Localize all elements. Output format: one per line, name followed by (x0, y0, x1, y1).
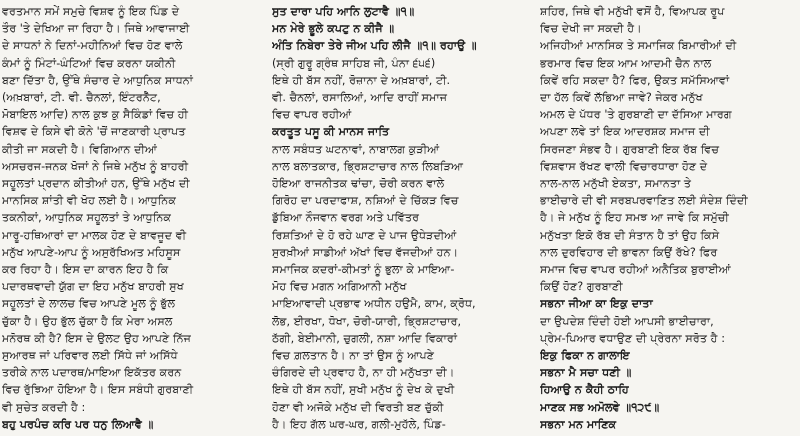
article-column-1 (2, 3, 264, 434)
article-text-line: ਸਭਨਾ ਮਨ ਮਾਣਿਕ (540, 417, 617, 431)
article-text-line: ਨਾਲ ਦੁਰਵਿਹਾਰ ਦੀ ਭਾਵਨਾ ਕਿਉਂ ਰੱਖੇ? ਫਿਰ (540, 245, 718, 259)
article-text-line: ਸਭਨਾ ਜੀਆ ਕਾ ਇਕੁ ਦਾਤਾ (540, 297, 653, 311)
article-text-line: ਇਕੁ ਫਿਕਾ ਨ ਗਾਲਾਇ (540, 349, 630, 363)
article-text-line: ਸਹੂਲਤਾਂ ਪ੍ਰਦਾਨ ਕੀਤੀਆਂ ਹਨ, ਉੱਥੇ ਮਨੁੱਖ ਦੀ (2, 177, 190, 191)
article-text-line: ਦਾ ਉਪਦੇਸ਼ ਦਿੰਦੀ ਹੋਈ ਆਪਸੀ ਭਾਈਚਾਰਾ, (540, 314, 714, 328)
article-column-2 (264, 3, 532, 434)
article-text-line: ਹੈ। ਇਹ ਗੱਲ ਘਰ-ਘਰ, ਗਲੀ-ਮੁਹੱਲੇ, ਪਿੰਡ- (272, 417, 446, 431)
article-text-line: ਬਣਾ ਦਿੱਤਾ ਹੈ, ਉੱਥੇ ਸੰਚਾਰ ਦੇ ਆਧੁਨਿਕ ਸਾਧਨਾਂ (2, 73, 193, 87)
article-text-line: ਮਾਇਆਵਾਦੀ ਪ੍ਰਭਾਵ ਅਧੀਨ ਹਉਮੈ, ਕਾਮ, ਕ੍ਰੋਧ, (272, 297, 476, 311)
article-text-line: ਨਾਲ ਸਬੰਧਤ ਘਟਨਾਵਾਂ, ਨਾਬਾਲਗ ਕੁੜੀਆਂ (272, 142, 440, 156)
article-text-line: ਦਾ ਹੱਲ ਕਿਵੇਂ ਲੱਭਿਆ ਜਾਵੇ? ਜੇਕਰ ਮਨੁੱਖ (540, 91, 703, 105)
article-text-line: ਕੰਮਾਂ ਨੂੰ ਮਿੰਟਾਂ-ਘੰਟਿਆਂ ਵਿਚ ਕਰਨਾ ਯਕੀਨੀ (2, 56, 176, 70)
article-text-line: ਬਹੁ ਪਰਪੰਚ ਕਰਿ ਪਰ ਧਨੁ ਲਿਆਵੈ ॥ (2, 417, 154, 431)
article-text-line: ਹੋਣਾ ਵੀ ਅਜੋਕੇ ਮਨੁੱਖ ਦੀ ਵਿਰਤੀ ਬਣ ਚੁੱਕੀ (272, 400, 444, 414)
article-text-line: ਕਰ ਰਿਹਾ ਹੈ। ਇਸ ਦਾ ਕਾਰਨ ਇਹ ਹੈ ਕਿ (2, 263, 169, 277)
article-text-line: ਸਭਨਾ ਮੈ ਸਚਾ ਧਣੀ ॥ (540, 366, 632, 380)
article-text-line: ਭਾਈਚਾਰੇ ਦੀ ਵੀ ਸਰਬਪਰਵਾਣਿਤ ਲਈ ਸੰਦੇਸ਼ ਦਿੰਦੀ (540, 194, 748, 208)
article-text-line: ਅਪਣਾ ਲਵੇ ਤਾਂ ਇਕ ਆਦਰਸ਼ਕ ਸਮਾਜ ਦੀ (540, 125, 710, 139)
article-text-line: ਸਮਾਜਿਕ ਕਦਰਾਂ-ਕੀਮਤਾਂ ਨੂੰ ਭੁਲਾ ਕੇ ਮਾਇਆ- (272, 263, 455, 277)
article-text-line: ਵੀ. ਚੈਨਲਾਂ, ਰਸਾਲਿਆਂ, ਆਦਿ ਰਾਹੀਂ ਸਮਾਜ (272, 91, 448, 105)
article-text-line: ਇਥੇ ਹੀ ਬੱਸ ਨਹੀਂ, ਸੁਖੀ ਮਨੁੱਖ ਨੂੰ ਦੇਖ ਕੇ ਦੁਖੀ (272, 383, 455, 397)
article-text-line: ਸੁਆਰਥ ਜਾਂ ਪਰਿਵਾਰ ਲਈ ਸਿੱਧੇ ਜਾਂ ਅਸਿੱਧੇ (2, 349, 178, 363)
article-text-line: ਪਦਾਰਥਵਾਦੀ ਯੁੱਗ ਦਾ ਇਹ ਮਨੁੱਖ ਬਾਹਰੀ ਸੁਖ (2, 280, 184, 294)
article-text-line: ਇਥੇ ਹੀ ਬੱਸ ਨਹੀਂ, ਰੋਜ਼ਾਨਾ ਦੇ ਅਖ਼ਬਾਰਾਂ, ਟੀ. (272, 73, 451, 87)
article-text-line: ਭਰਮਾਰ ਵਿਚ ਇਕ ਆਮ ਆਦਮੀ ਚੈਨ ਨਾਲ (540, 56, 712, 70)
article-text-line: ਮਨ ਮੇਰੇ ਭੂਲੇ ਕਪਟੁ ਨ ਕੀਜੈ ॥ (272, 22, 395, 36)
article-text-line: ਦੇ ਸਾਧਨਾਂ ਨੇ ਦਿਨਾਂ-ਮਹੀਨਿਆਂ ਵਿਚ ਹੋਣ ਵਾਲੇ (2, 39, 183, 53)
article-text-line: ਵਿਚ ਗ਼ਲਤਾਨ ਹੈ। ਨਾ ਤਾਂ ਉਸ ਨੂੰ ਆਪਣੇ (272, 349, 435, 363)
article-text-line: ਮਾਨਸਿਕ ਸ਼ਾਂਤੀ ਵੀ ਖੋਹ ਲਈ ਹੈ। ਆਧੁਨਿਕ (2, 194, 176, 208)
article-text-line: ਸ਼ਹਿਰ, ਜਿਥੇ ਵੀ ਮਨੁੱਖੀ ਵਸੋਂ ਹੈ, ਵਿਆਪਕ ਰੂਪ (540, 5, 725, 18)
article-text-line: ਕਰਤੂਤ ਪਸੂ ਕੀ ਮਾਨਸ ਜਾਤਿ (272, 125, 390, 139)
article-text-line: ਮਾਰੂ-ਹਥਿਆਰਾਂ ਦਾ ਮਾਲਕ ਹੋਣ ਦੇ ਬਾਵਜੂਦ ਵੀ (2, 228, 187, 242)
article-text-line: ਮਾਣਕ ਸਭ ਅਮੋਲਵੇ ॥੧੨੯॥ (540, 400, 660, 414)
article-text-line: ਵਰਤਮਾਨ ਸਮੇਂ ਸਮੁਚੇ ਵਿਸ਼ਵ ਨੂੰ ਇਕ ਪਿੰਡ ਦੇ (2, 5, 180, 18)
article-text-line: ਵਿਸ਼ਵ ਦੇ ਕਿਸੇ ਵੀ ਕੋਨੇ 'ਚੋਂ ਜਾਣਕਾਰੀ ਪ੍ਰਾਪਤ (2, 125, 186, 139)
article-text-line: ਵੀ ਸੁਚੇਤ ਕਰਦੀ ਹੈ : (2, 400, 86, 414)
article-text-line: ਸਿਰਜਣਾ ਸੰਭਵ ਹੈ। ਗੁਰਬਾਣੀ ਇਕ ਰੱਬ ਵਿਚ (540, 142, 720, 156)
article-text-line: ਤਕਨੀਕਾਂ, ਆਧੁਨਿਕ ਸਹੂਲਤਾਂ ਤੇ ਆਧੁਨਿਕ (2, 211, 172, 225)
article-text-line: ਸੁਰਖ਼ੀਆਂ ਸਾਡੀਆਂ ਅੱਖਾਂ ਵਿਚ ਵੱਜਦੀਆਂ ਹਨ। (272, 245, 459, 259)
article-text-line: ਅਸਚਰਜ-ਜਨਕ ਖੋਜਾਂ ਨੇ ਜਿਥੇ ਮਨੁੱਖ ਨੂੰ ਬਾਹਰੀ (2, 159, 189, 173)
article-text-line: ਕੀਤੀ ਜਾ ਸਕਦੀ ਹੈ। ਵਿਗਿਆਨ ਦੀਆਂ (2, 142, 158, 156)
article-text-line: ਮਨੁੱਖ ਆਪਣੇ-ਆਪ ਨੂੰ ਅਸੁਰੱਖਿਅਤ ਮਹਿਸੂਸ (2, 245, 181, 259)
article-text-line: ਤੌਰ 'ਤੇ ਦੇਖਿਆ ਜਾ ਰਿਹਾ ਹੈ। ਜਿਥੇ ਆਵਾਜਾਈ (2, 22, 190, 36)
article-text-line: ਹਿਆਉ ਨ ਕੈਹੀ ਠਾਹਿ (540, 383, 629, 397)
article-text-line: ਨਾਲ-ਨਾਲ ਮਨੁੱਖੀ ਏਕਤਾ, ਸਮਾਨਤਾ ਤੇ (540, 177, 692, 191)
article-text-line: ਅੰਤਿ ਨਿਬੇਰਾ ਤੇਰੇ ਜੀਅ ਪਹਿ ਲੀਜੈ ॥੧॥ ਰਹਾਉ ॥ (272, 39, 477, 53)
article-text-line: ਅਮਲ ਦੇ ਪੱਧਰ 'ਤੇ ਗੁਰਬਾਣੀ ਦਾ ਦੱਸਿਆ ਮਾਰਗ (540, 108, 732, 122)
article-text-line: ਮਨੁੱਖਤਾ ਇਕੋ ਰੱਬ ਦੀ ਸੰਤਾਨ ਹੈ ਤਾਂ ਉਹ ਕਿਸੇ (540, 228, 720, 242)
article-text-line: ਲੋਭ, ਈਰਖਾ, ਧੋਖਾ, ਚੋਰੀ-ਯਾਰੀ, ਭ੍ਰਿਸ਼ਟਾਚਾਰ, (272, 314, 462, 328)
article-text-line: ਠੱਗੀ, ਬੇਈਮਾਨੀ, ਚੁਗਲੀ, ਨਸ਼ਾ ਆਦਿ ਵਿਕਾਰਾਂ (272, 331, 458, 345)
article-text-line: ਸੁਤ ਦਾਰਾ ਪਹਿ ਆਨਿ ਲੁਟਾਵੈ ॥੧॥ (272, 5, 415, 18)
article-text-line: ਚੰਗਿਰਦੇ ਦੀ ਪ੍ਰਵਾਹ ਹੈ, ਨਾ ਹੀ ਮਨੁੱਖਤਾ ਦੀ। (272, 366, 455, 380)
article-text-line: ਸਮਾਜ ਵਿਚ ਵਾਪਰ ਰਹੀਆਂ ਅਨੈਤਿਕ ਬੁਰਾਈਆਂ (540, 263, 731, 277)
article-text-line: ਡੁੱਬਿਆ ਨੌਜਵਾਨ ਵਰਗ ਅਤੇ ਪਵਿੱਤਰ (272, 211, 420, 225)
article-text-line: ਸਹੂਲਤਾਂ ਦੇ ਲਾਲਚ ਵਿਚ ਆਪਣੇ ਮੂਲ ਨੂੰ ਭੁੱਲ (2, 297, 176, 311)
article-text-line: (ਅਖ਼ਬਾਰਾਂ, ਟੀ. ਵੀ. ਚੈਨਲਾਂ, ਇੰਟਰਨੈੱਟ, (2, 91, 161, 105)
article-text-line: ਹੈ। ਜੇ ਮਨੁੱਖ ਨੂੰ ਇਹ ਸਮਝ ਆ ਜਾਵੇ ਕਿ ਸਮੁੱਚੀ (540, 211, 729, 225)
article-text-line: ਤਰੀਕੇ ਨਾਲ ਪਦਾਰਥ/ਮਾਇਆ ਇਕੱਤਰ ਕਰਨ (2, 366, 182, 380)
article-text-line: ਗਿਰੋਹ ਦਾ ਪਰਦਾਫਾਸ਼, ਨਸ਼ਿਆਂ ਦੇ ਚਿੱਕੜ ਵਿਚ (272, 194, 459, 208)
article-text-line: ਕਿਉਂ ਹੋਣ? ਗੁਰਬਾਣੀ (540, 280, 623, 294)
article-text-line: ਚੁੱਕਾ ਹੈ। ਉਹ ਭੁੱਲ ਚੁੱਕਾ ਹੈ ਕਿ ਮੇਰਾ ਅਸਲ (2, 314, 173, 328)
article-text-line: ਕਿਵੇਂ ਰਹਿ ਸਕਦਾ ਹੈ? ਫਿਰ, ਉਕਤ ਸਮੱਸਿਆਵਾਂ (540, 73, 730, 87)
article-text-line: ਵਿਚ ਵਾਪਰ ਰਹੀਆਂ (272, 108, 352, 122)
article-text-line: ਮੋਹ ਵਿਚ ਮਗਨ ਅਗਿਆਨੀ ਮਨੁੱਖ (272, 280, 407, 294)
article-text-line: ਵਿਚ ਦੇਖੀ ਜਾ ਸਕਦੀ ਹੈ। (540, 22, 642, 36)
article-text-line: ਅਜਿਹੀਆਂ ਮਾਨਸਿਕ ਤੇ ਸਮਾਜਿਕ ਬਿਮਾਰੀਆਂ ਦੀ (540, 39, 737, 53)
article-text-line: ਰਿਸ਼ਤਿਆਂ ਦੇ ਹੋ ਰਹੇ ਘਾਣ ਦੇ ਪਾਜ ਉਧੇੜਦੀਆਂ (272, 228, 457, 242)
article-text-line: (ਸ੍ਰੀ ਗੁਰੂ ਗ੍ਰੰਥ ਸਾਹਿਬ ਜੀ, ਪੰਨਾ ੬੫੬) (272, 56, 436, 70)
article-text-line: ਮਨੋਰਥ ਕੀ ਹੈ? ਇਸ ਦੇ ਉਲਟ ਉਹ ਆਪਣੇ ਨਿੱਜ (2, 331, 191, 345)
article-text-line: ਪ੍ਰੇਮ-ਪਿਆਰ ਵਧਾਉਣ ਦੀ ਪ੍ਰੇਰਨਾ ਸਰੋਤ ਹੈ : (540, 331, 726, 345)
article-text-line: ਹੋਇਆ ਰਾਜਨੀਤਕ ਢਾਂਚਾ, ਚੋਰੀ ਕਰਨ ਵਾਲੇ (272, 177, 445, 191)
article-text-line: ਵਿਚ ਰੁੱਝਿਆ ਹੋਇਆ ਹੈ। ਇਸ ਸਬੰਧੀ ਗੁਰਬਾਣੀ (2, 383, 194, 397)
article-text-line: ਵਿਸ਼ਵਾਸ ਰੱਖਣ ਵਾਲੀ ਵਿਚਾਰਧਾਰਾ ਹੋਣ ਦੇ (540, 159, 708, 173)
article-column-3 (532, 3, 794, 434)
article-text-line: ਨਾਲ ਬਲਾਤਕਾਰ, ਭ੍ਰਿਸ਼ਟਾਚਾਰ ਨਾਲ ਲਿਬੜਿਆ (272, 159, 464, 173)
article-text-line: ਮੋਬਾਇਲ ਆਦਿ) ਨਾਲ ਕੁਝ ਕੁ ਸੈਕਿੰਡਾਂ ਵਿਚ ਹੀ (2, 108, 189, 122)
